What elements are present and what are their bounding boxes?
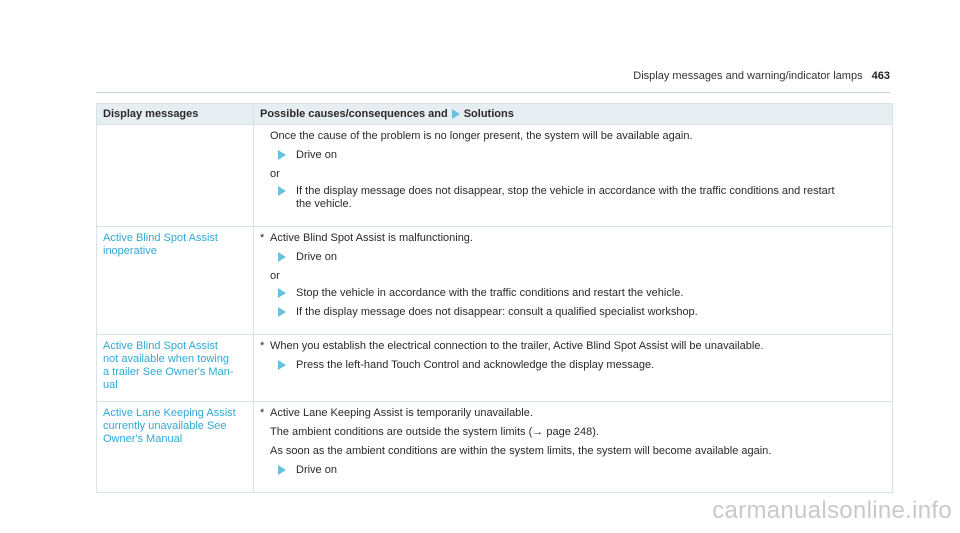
message-line: Active Lane Keeping Assist (103, 407, 236, 419)
solution-text: The ambient conditions are outside the system limits (→ page 248). (270, 426, 599, 438)
step-text: Press the left-hand Touch Control and acknowledge the display message. (296, 359, 655, 371)
or-text: or (270, 168, 280, 180)
message-line: a trailer See Owner's Man- (103, 366, 234, 378)
message-cell (97, 227, 253, 334)
message-line: not available when towing (103, 353, 229, 365)
arrow-right-icon (278, 150, 286, 160)
page-number: 463 (871, 70, 890, 82)
solution-text: As soon as the ambient conditions are within the system limits, the system will become available again. (270, 445, 772, 457)
solution-cell (253, 335, 892, 401)
cause-line (260, 232, 886, 245)
arrow-right-icon (278, 252, 286, 262)
arrow-right-icon (278, 465, 286, 475)
message-line: inoperative (103, 245, 157, 257)
col-header-display-messages: Display messages (103, 108, 199, 120)
solution-step (270, 149, 886, 162)
step-text: Drive on (296, 251, 337, 263)
header-title: Display messages and warning/indicator lamps (633, 70, 863, 82)
solution-step (270, 306, 886, 319)
page-header (96, 70, 890, 93)
col-header-causes (253, 104, 892, 124)
solution-step (270, 251, 886, 264)
display-messages-table (96, 103, 893, 493)
arrow-right-icon (278, 186, 286, 196)
solution-cell (253, 227, 892, 334)
table-row (97, 401, 892, 492)
or-text: or (270, 270, 280, 282)
solution-step (270, 464, 886, 477)
step-text: If the display message does not disappear: consult a qualified specialist workshop. (296, 306, 698, 318)
col-header-causes-text: Possible causes/consequences and (260, 107, 448, 120)
watermark: carmanualsonline.info (712, 497, 952, 524)
solution-step (270, 359, 886, 372)
table-header (97, 104, 892, 124)
solution-cell (253, 402, 892, 492)
cause-text: When you establish the electrical connection to the trailer, Active Blind Spot Assist will be unavailable. (270, 340, 764, 352)
message-line: Owner's Manual (103, 433, 183, 445)
message-cell (97, 402, 253, 492)
cause-text: Active Blind Spot Assist is malfunctioning. (270, 232, 473, 244)
solution-cell (253, 125, 892, 226)
solution-text: Once the cause of the problem is no longer present, the system will be available again. (270, 130, 693, 142)
asterisk-marker: * (260, 232, 265, 244)
step-text: Stop the vehicle in accordance with the traffic conditions and restart the vehicle. (296, 287, 684, 299)
message-cell (97, 335, 253, 401)
cause-line (260, 407, 886, 420)
step-text: If the display message does not disappear, stop the vehicle in accordance with the traffic conditions and restart the vehicle. (296, 185, 835, 210)
asterisk-marker: * (260, 407, 265, 419)
message-line: Active Blind Spot Assist (103, 340, 218, 352)
col-header-solutions-text: Solutions (463, 107, 514, 120)
cause-line (260, 340, 886, 353)
step-text: Drive on (296, 464, 337, 476)
solution-step (270, 287, 886, 300)
solution-step (270, 185, 886, 211)
table-row (97, 226, 892, 334)
arrow-right-icon (452, 109, 460, 119)
arrow-right-icon (278, 360, 286, 370)
step-text: Drive on (296, 149, 337, 161)
arrow-right-icon (278, 307, 286, 317)
arrow-right-icon (278, 288, 286, 298)
message-line: ual (103, 379, 118, 391)
table-row (97, 334, 892, 401)
cause-text: Active Lane Keeping Assist is temporarily unavailable. (270, 407, 533, 419)
message-line: currently unavailable See (103, 420, 227, 432)
asterisk-marker: * (260, 340, 265, 352)
message-line: Active Blind Spot Assist (103, 232, 218, 244)
table-row (97, 124, 892, 226)
message-cell (97, 125, 253, 226)
